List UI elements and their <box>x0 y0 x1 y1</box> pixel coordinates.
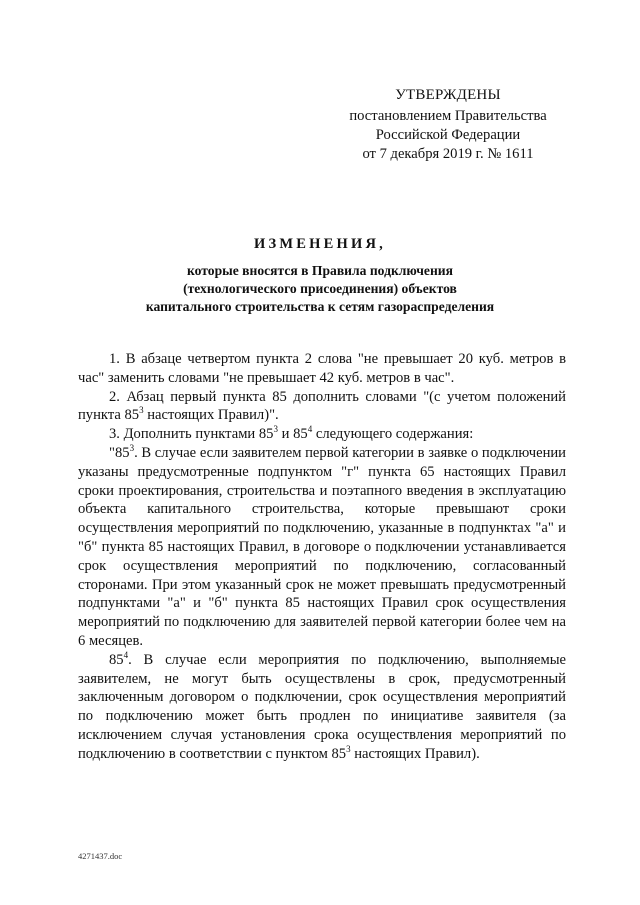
approval-date-number: от 7 декабря 2019 г. № 1611 <box>362 146 534 162</box>
approval-authority-line: Российской Федерации <box>375 127 521 143</box>
subtitle-line-3: капитального строительства к сетям газораспределения <box>145 299 495 314</box>
subtitle-line-1: которые вносятся в Правила подключения <box>187 263 453 278</box>
approval-stamp <box>330 86 566 164</box>
clause-85-4 <box>78 651 566 764</box>
approval-heading: УТВЕРЖДЕНЫ <box>395 87 501 103</box>
clause-85-4-text: . В случае если мероприятия по подключению, выполняемые заявителем, не могут быть осуществлены в срок, предусмотренный заключенным договором о подключении, срок осуществления мероприятий по подключению может быть продлен по инициативе заявителя (за исключением случая установления срока осуществления мероприятий по подключению в соответствии с пунктом 85 <box>78 651 566 762</box>
change-item-3 <box>78 425 566 444</box>
document-body <box>78 350 566 764</box>
change-item-1: 1. В абзаце четвертом пункта 2 слова "не превышает 20 куб. метров в час" заменить словами "не превышает 42 куб. метров в час". <box>78 351 566 386</box>
clause-85-3 <box>78 444 566 651</box>
change-item-2-text-end: настоящих Правил)". <box>143 407 279 424</box>
change-item-2 <box>78 388 566 426</box>
subtitle-line-2: (технологического присоединения) объектов <box>183 281 457 296</box>
change-item-2-text: 2. Абзац первый пункта 85 дополнить словами "(с учетом положений пункта 85 <box>78 388 566 424</box>
clause-85-4-text-end: настоящих Правил). <box>350 745 480 762</box>
file-reference: 4271437.doc <box>78 851 123 861</box>
superscript: 3 <box>346 743 351 754</box>
superscript: 3 <box>273 424 278 435</box>
change-item-3-text: 3. Дополнить пунктами 85 <box>109 426 274 443</box>
document-title: ИЗМЕНЕНИЯ, <box>254 236 386 252</box>
superscript: 4 <box>307 424 313 435</box>
clause-85-3-number: "85 <box>109 444 130 461</box>
change-item-3-text-end: следующего содержания: <box>312 426 474 443</box>
document-subtitle <box>0 262 640 316</box>
superscript: 4 <box>123 649 129 660</box>
clause-85-4-number: 85 <box>109 651 124 668</box>
superscript: 3 <box>129 442 135 453</box>
clause-85-3-text: . В случае если заявителем первой категории в заявке о подключении указаны предусмотренные подпунктом "г" пункта 65 настоящих Правил сроки проектирования, строительства и поэтапного введения в эксплуатацию объекта капитального строительства, которые превышают сроки осуществления мероприятий по подключению, указанные в подпунктах "а" и "б" пункта 85 настоящих Правил, в договоре о подключении устанавливается срок осуществления мероприятий по подключению, согласованный сторонами. При этом указанный срок не может превышать предусмотренный подпунктами "а" и "б" пункта 85 настоящих Правил срок осуществления мероприятий по подключению для заявителей первой категории более чем на 6 месяцев. <box>78 444 566 649</box>
change-item-3-text-mid: и 85 <box>277 426 308 443</box>
approval-decree-line: постановлением Правительства <box>349 108 547 124</box>
superscript: 3 <box>139 405 144 416</box>
